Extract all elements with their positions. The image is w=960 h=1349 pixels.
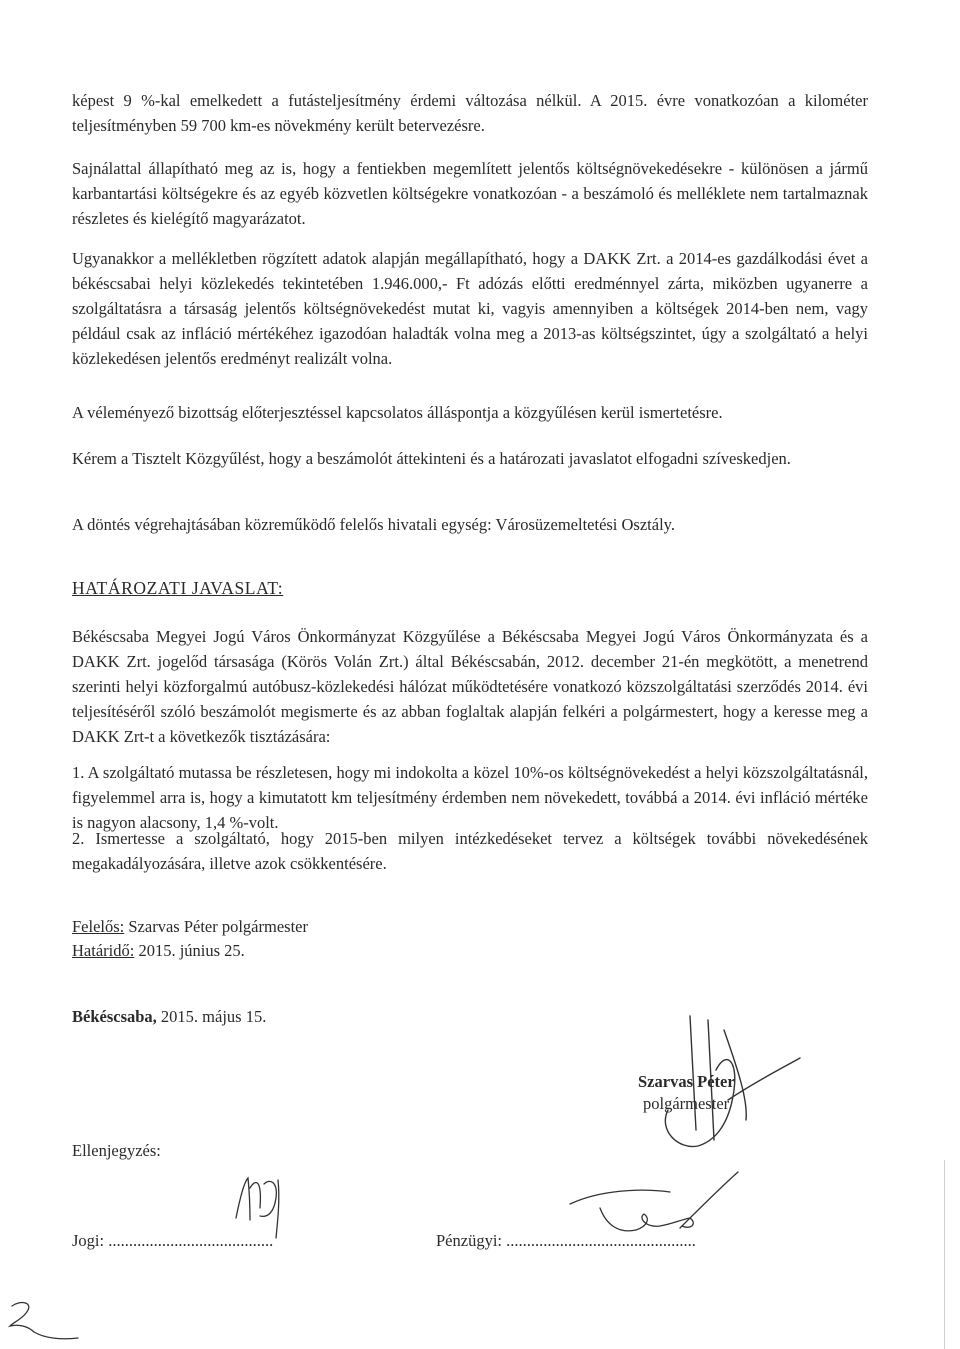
- place: Békéscsaba,: [72, 1007, 157, 1026]
- paragraph-committee: A véleményező bizottság előterjesztéssel kapcsolatos álláspontja a közgyűlésen kerül ismertetésre.: [72, 403, 723, 422]
- place-date-line: [72, 1006, 266, 1028]
- date: 2015. május 15.: [160, 1007, 267, 1026]
- responsible-label: Felelős:: [72, 917, 125, 936]
- paragraph-request: Kérem a Tisztelt Közgyűlést, hogy a beszámolót áttekinteni és a határozati javaslatot elfogadni szíveskedjen.: [72, 449, 791, 468]
- deadline-label: Határidő:: [72, 941, 135, 960]
- paragraph-mileage: képest 9 %-kal emelkedett a futásteljesítmény érdemi változása nélkül. A 2015. évre vonatkozóan a kilométer teljesítményben 59 700 km-es növekmény került betervezésre.: [72, 91, 868, 135]
- deadline-line: [72, 940, 245, 962]
- signatory-title: polgármester: [643, 1094, 730, 1113]
- deadline-value: 2015. június 25.: [138, 941, 245, 960]
- margin-initial: [4, 1296, 84, 1344]
- responsible-value: Szarvas Péter polgármester: [128, 917, 308, 936]
- resolution-item-1: 1. A szolgáltató mutassa be részletesen, hogy mi indokolta a közel 10%-os költségnövekedést a helyi közszolgáltatásnál, figyelemmel arra is, hogy a kimutatott km teljesítmény érdemben nem növekedett, továbbá a 2014. évi infláció mértéke is nagyon alacsony, 1,4 %-volt.: [72, 763, 868, 832]
- responsible-line: [72, 916, 308, 938]
- signatory-name: Szarvas Péter: [638, 1072, 735, 1091]
- resolution-item-2: 2. Ismertesse a szolgáltató, hogy 2015-ben milyen intézkedéseket tervez a költségek további növekedésének megakadályozására, illetve azok csökkentésére.: [72, 829, 868, 873]
- finance-dots: ..............................................: [506, 1231, 696, 1250]
- finance-label: Pénzügyi:: [436, 1231, 502, 1250]
- scan-edge: [944, 1160, 945, 1349]
- resolution-body: Békéscsaba Megyei Jogú Város Önkormányzat Közgyűlése a Békéscsaba Megyei Jogú Város Önkormányzata és a DAKK Zrt. jogelőd társasága (Körös Volán Zrt.) által Békéscsabán, 2012. december 21-én megkötött, a menetrend szerinti helyi közforgalmú autóbusz-közlekedési hálózat működtetésére vonatkozó közszolgáltatási szerződés 2014. évi teljesítéséről szóló beszámolót megismerte és az abban foglaltak alapján felkéri a polgármestert, hogy a keresse meg a DAKK Zrt-t a következők tisztázására:: [72, 627, 868, 746]
- paragraph-department: A döntés végrehajtásában közreműködő felelős hivatali egység: Városüzemeltetési Osztály.: [72, 515, 675, 534]
- finance-line: [436, 1230, 696, 1252]
- paragraph-result: Ugyanakkor a mellékletben rögzített adatok alapján megállapítható, hogy a DAKK Zrt. a 2014-es gazdálkodási évet a békéscsabai helyi közlekedés tekintetében 1.946.000,- Ft adózás előtti eredménnyel zárta, miközben ugyanerre a szolgáltatásra a társaság jelentős költségnövekedést mutat ki, vagyis amennyiben a költségek 2014-ben nem, vagy például csak az infláció mértékéhez igazodóan haladták volna meg a 2013-as költségszintet, úgy a szolgáltató a helyi közlekedésen jelentős eredményt realizált volna.: [72, 249, 868, 368]
- resolution-heading: HATÁROZATI JAVASLAT:: [72, 578, 284, 598]
- paragraph-cost-explanation: Sajnálattal állapítható meg az is, hogy a fentiekben megemlített jelentős költségnövekedésekre - különösen a jármű karbantartási költségekre és az egyéb közvetlen költségekre vonatkozóan - a beszámoló és melléklete nem tartalmaznak részletes és kielégítő magyarázatot.: [72, 159, 868, 228]
- legal-dots: ........................................: [108, 1231, 274, 1250]
- endorsement-label: Ellenjegyzés:: [72, 1141, 161, 1160]
- legal-label: Jogi:: [72, 1231, 105, 1250]
- legal-line: [72, 1230, 273, 1252]
